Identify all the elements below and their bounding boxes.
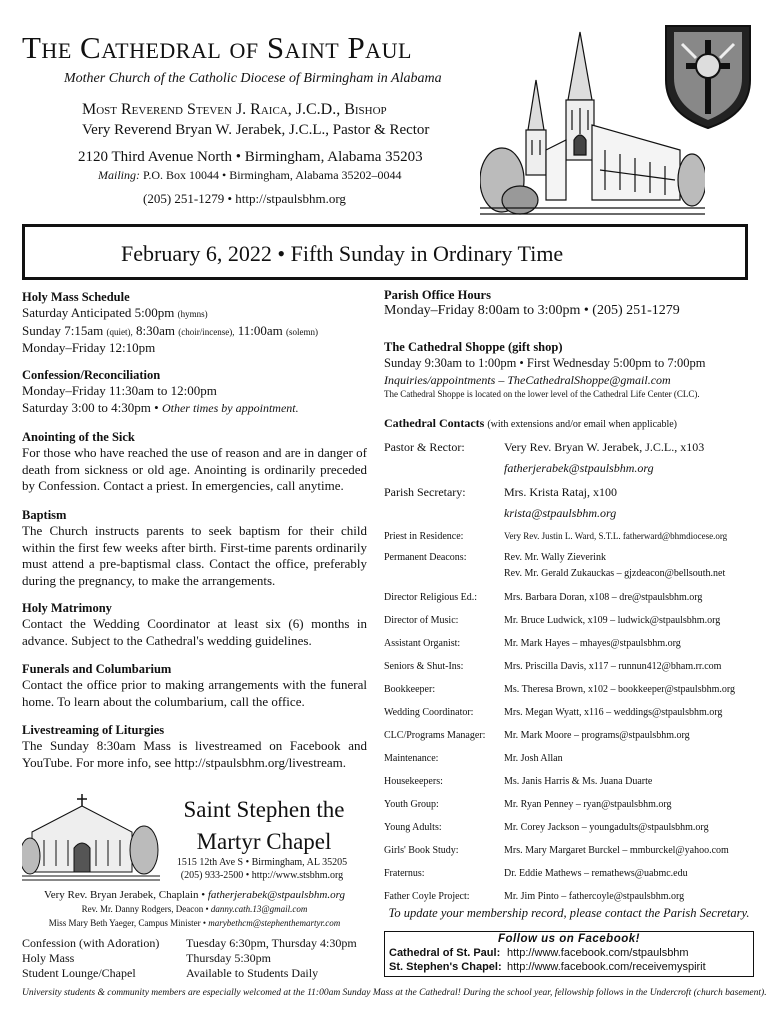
confession-time: Saturday 3:00 to 4:30pm • [22, 399, 159, 415]
chapel-title [166, 794, 362, 858]
contact-role: Assistant Organist: [384, 638, 461, 649]
section-heading: Funerals and Columbarium [22, 662, 172, 676]
contact-person: Very Rev. Justin L. Ward, S.T.L. fatherward@bhmdiocese.org [504, 531, 728, 541]
contact-role: CLC/Programs Manager: [384, 730, 486, 741]
membership-update-note: To update your membership record, please contact the Parish Secretary. [388, 906, 750, 920]
mass-schedule-section [22, 290, 367, 357]
contact-role: Maintenance: [384, 753, 439, 764]
street-address: 2120 Third Avenue North • Birmingham, Alabama 35203 [78, 149, 423, 165]
contact-person: Mr. Corey Jackson – youngadults@stpaulsbhm.org [504, 822, 709, 833]
shop-location: The Cathedral Shoppe is located on the lower level of the Cathedral Life Center (CLC). [384, 389, 700, 399]
schedule-value: Available to Students Daily [186, 966, 319, 980]
anointing-section [22, 430, 367, 495]
mass-note: (quiet), [106, 326, 133, 337]
contact-role: Girls' Book Study: [384, 845, 459, 856]
contact-role: Young Adults: [384, 822, 442, 833]
confession-line [22, 400, 367, 417]
section-heading: Confession/Reconciliation [22, 368, 161, 382]
confession-section [22, 368, 367, 416]
contact-role: Father Coyle Project: [384, 891, 470, 902]
livestream-section [22, 723, 367, 771]
office-hours-text: Monday–Friday 8:00am to 3:00pm • (205) 251-1279 [384, 303, 680, 318]
chaplain-email: fatherjerabek@stpaulsbhm.org [207, 889, 345, 901]
contact-role: Director Religious Ed.: [384, 592, 478, 603]
section-text: For those who have reached the use of reason and are in danger of death from sickness or old age. Anointing is ordinarily preceded by Confession. Contact a priest. In emergencies, call anytime. [22, 445, 367, 493]
confession-note: Other times by appointment. [161, 400, 299, 415]
contact-person: Rev. Mr. Gerald Zukauckas – gjzdeacon@bellsouth.net [504, 568, 726, 579]
contacts-note: (with extensions and/or email when applicable) [487, 419, 677, 430]
contact-person: Mrs. Megan Wyatt, x116 – weddings@stpaulsbhm.org [504, 707, 723, 718]
contact-person: Very Rev. Bryan W. Jerabek, J.C.L., x103 [504, 440, 705, 454]
chapel-contact [162, 856, 362, 882]
minister-name: Miss Mary Beth Yaeger, Campus Minister • [48, 918, 207, 928]
contact-person: Mrs. Mary Margaret Burckel – mmburckel@yahoo.com [504, 845, 729, 856]
shop-inquiries: Inquiries/appointments – TheCathedralShoppe@gmail.com [384, 372, 671, 387]
section-heading: Holy Matrimony [22, 601, 112, 615]
section-heading: Baptism [22, 508, 67, 522]
section-text: Contact the Wedding Coordinator at least six (6) months in advance. Subject to the Cathedral's wedding guidelines. [22, 616, 367, 648]
section-text: The Sunday 8:30am Mass is livestreamed on Facebook and YouTube. For more info, see http://stpaulsbhm.org/livestream. [22, 738, 367, 770]
section-text: The Church instructs parents to seek baptism for their child within the first few weeks after birth. First-time parents ordinarily must attend a pre-baptismal class. Contact the office, preferably during the pregnancy, to make the arrangements. [22, 523, 367, 588]
mass-note: (hymns) [177, 309, 208, 319]
contacts-heading [384, 416, 754, 431]
mass-line [22, 305, 367, 323]
footer-note: University students & community members are especially welcomed at the 11:00am Sunday Mass at the Cathedral! During the school year, fellowship follows in the Undercroft (church basement). [22, 988, 767, 998]
section-heading: Anointing of the Sick [22, 430, 135, 444]
mass-time: 11:00am [237, 322, 283, 338]
section-heading: Livestreaming of Liturgies [22, 723, 165, 737]
chapel-title-line: Saint Stephen the [183, 797, 345, 822]
contact-role: Director of Music: [384, 615, 459, 626]
contact-person: Mrs. Barbara Doran, x108 – dre@stpaulsbhm.org [504, 592, 703, 603]
minister-line [22, 916, 367, 930]
contact-role: Wedding Coordinator: [384, 707, 474, 718]
rector-line: Very Reverend Bryan W. Jerabek, J.C.L., Pastor & Rector [82, 122, 430, 138]
matrimony-section [22, 601, 367, 649]
mailing-text: P.O. Box 10044 • Birmingham, Alabama 35202–0044 [143, 168, 402, 182]
section-heading: The Cathedral Shoppe (gift shop) [384, 340, 563, 354]
deacon-name: Rev. Mr. Danny Rodgers, Deacon • [81, 904, 209, 914]
mailing-address [98, 168, 402, 183]
facebook-link[interactable]: http://www.facebook.com/stpaulsbhm [507, 947, 689, 959]
chaplain-name: Very Rev. Bryan Jerabek, Chaplain • [44, 889, 206, 901]
schedule-label: Confession (with Adoration) [22, 936, 160, 950]
contact-email: krista@stpaulsbhm.org [504, 506, 617, 520]
chapel-staff [22, 888, 367, 930]
contact-person: Ms. Janis Harris & Ms. Juana Duarte [504, 776, 653, 787]
contact-role: Permanent Deacons: [384, 552, 467, 563]
chapel-title-line: Martyr Chapel [196, 829, 332, 854]
chapel-address: 1515 12th Ave S • Birmingham, AL 35205 [176, 857, 348, 868]
deacon-line [22, 902, 367, 916]
mass-time: Sunday 7:15am [22, 322, 104, 338]
contact-role: Bookkeeper: [384, 684, 436, 695]
mass-time: 8:30am [136, 322, 175, 338]
chapel-illustration [22, 792, 160, 884]
shop-hours: Sunday 9:30am to 1:00pm • First Wednesday 5:00pm to 7:00pm [384, 356, 706, 370]
contact-person: Mrs. Krista Rataj, x100 [504, 485, 617, 499]
schedule-value: Thursday 5:30pm [186, 951, 271, 965]
facebook-row [389, 947, 689, 959]
funerals-section [22, 662, 367, 710]
baptism-section [22, 508, 367, 589]
page-title: The Cathedral of Saint Paul [22, 30, 412, 65]
subtitle: Mother Church of the Catholic Diocese of Birmingham in Alabama [64, 71, 442, 86]
gift-shop-section [384, 340, 754, 401]
liturgical-date: February 6, 2022 • Fifth Sunday in Ordinary Time [121, 241, 564, 266]
bulletin-header [0, 0, 770, 222]
facebook-label: St. Stephen's Chapel: [389, 961, 502, 973]
schedule-label: Student Lounge/Chapel [22, 966, 136, 980]
contact-email: fatherjerabek@stpaulsbhm.org [504, 461, 654, 475]
confession-line: Monday–Friday 11:30am to 12:00pm [22, 383, 217, 398]
contact-person: Mr. Bruce Ludwick, x109 – ludwick@stpaulsbhm.org [504, 615, 721, 626]
diocese-crest [660, 22, 756, 130]
contact-person: Ms. Theresa Brown, x102 – bookkeeper@stpaulsbhm.org [504, 684, 736, 695]
mass-note: (choir/incense), [178, 326, 235, 337]
contact-role: Priest in Residence: [384, 531, 464, 542]
office-hours-section [384, 288, 754, 320]
mass-line [22, 323, 367, 341]
contact-person: Rev. Mr. Wally Zieverink [504, 552, 606, 563]
chapel-phone-web: (205) 933-2500 • http://www.stsbhm.org [180, 870, 344, 881]
schedule-value: Tuesday 6:30pm, Thursday 4:30pm [186, 936, 357, 950]
mass-time: Saturday Anticipated 5:00pm [22, 305, 175, 320]
contact-person: Mr. Mark Hayes – mhayes@stpaulsbhm.org [504, 638, 681, 649]
facebook-link[interactable]: http://www.facebook.com/receivemyspirit [507, 961, 706, 973]
contact-role: Youth Group: [384, 799, 439, 810]
facebook-box [384, 931, 754, 977]
mass-note: (solemn) [286, 326, 318, 337]
facebook-title: Follow us on Facebook! [498, 933, 640, 945]
chapel-section [22, 792, 367, 992]
mass-line: Monday–Friday 12:10pm [22, 340, 156, 355]
contact-role: Pastor & Rector: [384, 440, 465, 454]
contact-person: Mr. Mark Moore – programs@stpaulsbhm.org [504, 730, 690, 741]
section-heading: Holy Mass Schedule [22, 290, 130, 304]
contact-person: Mr. Jim Pinto – fathercoyle@stpaulsbhm.org [504, 891, 685, 902]
contact-role: Housekeepers: [384, 776, 443, 787]
date-banner [22, 224, 748, 280]
contact-role: Fraternus: [384, 868, 425, 879]
mailing-label: Mailing: [98, 168, 140, 182]
facebook-label: Cathedral of St. Paul: [389, 947, 501, 959]
section-heading: Parish Office Hours [384, 288, 491, 302]
contact-person: Mrs. Priscilla Davis, x117 – runnun412@bham.rr.com [504, 661, 722, 672]
phone-and-website: (205) 251-1279 • http://stpaulsbhm.org [143, 191, 346, 206]
contact-person: Mr. Ryan Penney – ryan@stpaulsbhm.org [504, 799, 672, 810]
section-text: Contact the office prior to making arrangements with the funeral home. To learn about the columbarium, call the office. [22, 677, 367, 709]
contact-person: Mr. Josh Allan [504, 753, 563, 764]
schedule-label: Holy Mass [22, 951, 75, 965]
deacon-email: danny.cath.13@gmail.com [210, 904, 308, 914]
contacts-section [384, 416, 754, 902]
contact-role: Seniors & Shut-Ins: [384, 661, 464, 672]
bishop-line: Most Reverend Steven J. Raica, J.C.D., Bishop [82, 101, 387, 118]
minister-email: marybethcm@stephenthemartyr.com [208, 918, 341, 928]
facebook-row [389, 961, 706, 973]
contact-person: Dr. Eddie Mathews – remathews@uabmc.edu [504, 868, 688, 879]
contact-role: Parish Secretary: [384, 485, 466, 499]
contacts-heading-text: Cathedral Contacts [384, 416, 485, 430]
chaplain-line [22, 888, 367, 902]
